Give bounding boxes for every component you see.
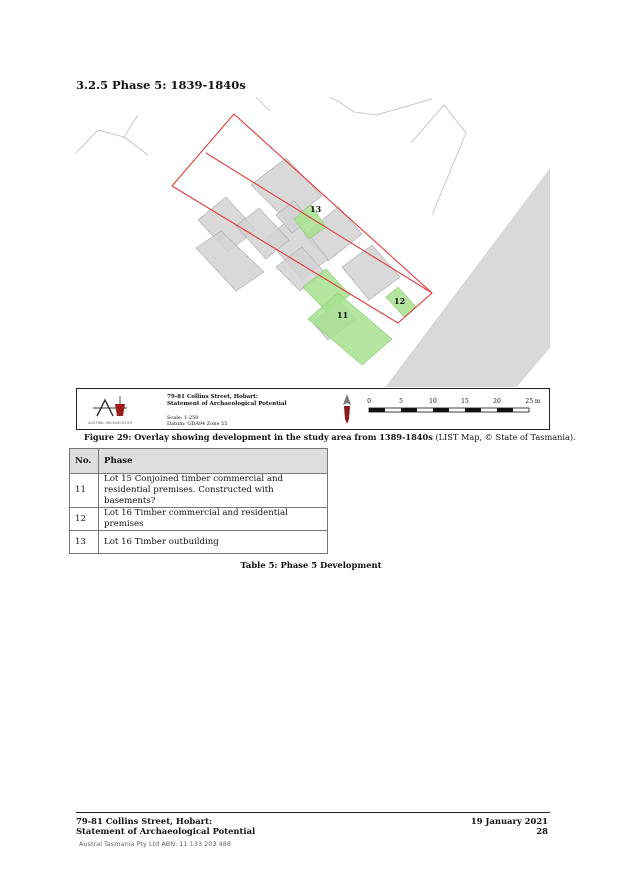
site-overlay-map <box>76 97 550 387</box>
table-cell-phase: Lot 16 Timber commercial and residential premises <box>99 508 328 531</box>
lot-label-11: 11 <box>337 310 349 320</box>
legend-datum: Datum: GDA94 Zone 55 <box>167 421 228 427</box>
phase-table <box>69 448 328 554</box>
table-row <box>70 531 328 554</box>
footer-date-page <box>471 816 548 836</box>
legend-title-line2: Statement of Archaeological Potential <box>167 401 287 407</box>
lot-label-13: 13 <box>310 204 322 214</box>
footer-company: Austral Tasmania Pty Ltd ABN: 11 133 203 488 <box>79 840 232 848</box>
footer-title-line2: Statement of Archaeological Potential <box>76 826 256 836</box>
lot-label-12: 12 <box>394 296 406 306</box>
road-area <box>386 169 550 387</box>
table-cell-no: 13 <box>70 531 99 554</box>
table-header-phase: Phase <box>99 449 328 474</box>
company-logo <box>87 392 143 426</box>
existing-structures <box>196 158 400 340</box>
figure-caption-source: (LIST Map, © State of Tasmania). <box>432 432 576 442</box>
scale-bar <box>363 395 543 421</box>
table-cell-phase: Lot 16 Timber outbuilding <box>99 531 328 554</box>
legend-meta <box>167 415 227 427</box>
footer-title-line1: 79-81 Collins Street, Hobart: <box>76 816 213 826</box>
scale-tick-15: 15 <box>461 398 469 405</box>
scale-tick-10: 10 <box>429 398 437 405</box>
page-number: 28 <box>536 826 548 836</box>
scale-tick-5: 5 <box>399 398 403 405</box>
legend-title <box>167 394 287 408</box>
scale-tick-25: 25 m <box>525 398 541 405</box>
table-row <box>70 474 328 508</box>
table-row <box>70 508 328 531</box>
scale-tick-0: 0 <box>367 398 371 405</box>
logo-text: AUSTRAL ARCHAEOLOGY <box>88 421 133 425</box>
table-cell-phase: Lot 15 Conjoined timber commercial and residential premises. Constructed with basements? <box>99 474 328 508</box>
figure-caption-title: Figure 29: Overlay showing development in the study area from 1389-1840s <box>84 432 433 442</box>
north-arrow-icon <box>341 393 353 425</box>
table-header-row <box>70 449 328 474</box>
map-legend <box>76 388 550 430</box>
table-caption: Table 5: Phase 5 Development <box>240 560 382 570</box>
footer-divider <box>76 812 550 813</box>
table-cell-no: 12 <box>70 508 99 531</box>
legend-title-line1: 79-81 Collins Street, Hobart: <box>167 394 258 400</box>
section-heading: 3.2.5 Phase 5: 1839-1840s <box>76 78 246 92</box>
figure-caption <box>84 432 576 442</box>
scale-tick-20: 20 <box>493 398 501 405</box>
legend-scale: Scale: 1:250 <box>167 415 199 421</box>
footer-doc-title <box>76 816 255 836</box>
table-header-no: No. <box>70 449 99 474</box>
table-cell-no: 11 <box>70 474 99 508</box>
footer-date: 19 January 2021 <box>470 816 548 826</box>
